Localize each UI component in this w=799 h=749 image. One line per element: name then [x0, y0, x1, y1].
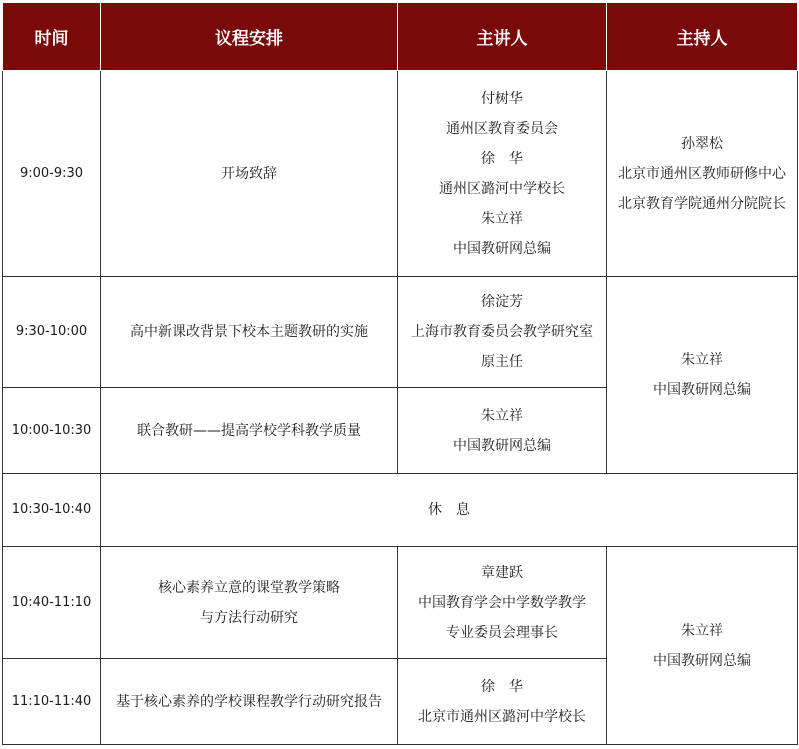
table-row: [3, 547, 798, 659]
speaker-line: 章建跃: [481, 564, 523, 581]
speaker-line: 专业委员会理事长: [446, 624, 558, 641]
agenda-cell: [101, 547, 398, 659]
header-agenda: 议程安排: [101, 3, 398, 71]
speaker-line: 原主任: [481, 354, 523, 370]
speaker-line: 朱立祥: [481, 210, 523, 227]
agenda-line: 开场致辞: [221, 165, 277, 182]
time-cell: 11:10-11:40: [3, 659, 101, 745]
host-line: 中国教研网总编: [653, 382, 751, 398]
time-cell: 10:30-10:40: [3, 474, 101, 547]
break-cell: 休 息: [101, 474, 798, 547]
agenda-cell: [101, 277, 398, 388]
agenda-cell: [101, 71, 398, 277]
header-time: 时间: [3, 3, 101, 71]
table-row: [3, 474, 798, 547]
agenda-line: 与方法行动研究: [200, 609, 298, 626]
host-cell: [607, 277, 798, 474]
speaker-line: 徐 华: [481, 678, 523, 695]
speaker-line: 付树华: [481, 90, 523, 107]
speaker-cell: [398, 659, 607, 745]
time-cell: 9:00-9:30: [3, 71, 101, 277]
host-line: 孙翠松: [681, 135, 723, 152]
header-host: 主持人: [607, 3, 798, 71]
agenda-line: 核心素养立意的课堂教学策略: [158, 579, 340, 596]
speaker-line: 通州区教育委员会: [446, 120, 558, 137]
speaker-line: 徐淀芳: [481, 294, 523, 310]
agenda-table: [2, 2, 798, 745]
speaker-line: 上海市教育委员会教学研究室: [411, 324, 593, 340]
agenda-line: 基于核心素养的学校课程教学行动研究报告: [116, 693, 382, 710]
speaker-line: 通州区潞河中学校长: [439, 180, 565, 197]
agenda-cell: [101, 388, 398, 474]
host-line: 北京市通州区教师研修中心: [618, 165, 786, 182]
speaker-line: 朱立祥: [481, 407, 523, 424]
host-cell: [607, 71, 798, 277]
header-row: [3, 3, 798, 71]
speaker-line: 中国教育学会中学数学教学: [418, 594, 586, 611]
host-line: 朱立祥: [681, 352, 723, 368]
speaker-cell: [398, 547, 607, 659]
host-line: 中国教研网总编: [653, 652, 751, 669]
speaker-line: 北京市通州区潞河中学校长: [418, 708, 586, 725]
time-cell: 10:40-11:10: [3, 547, 101, 659]
time-cell: 9:30-10:00: [3, 277, 101, 388]
header-speaker: 主讲人: [398, 3, 607, 71]
speaker-cell: [398, 277, 607, 388]
table-row: [3, 277, 798, 388]
time-cell: 10:00-10:30: [3, 388, 101, 474]
speaker-cell: [398, 388, 607, 474]
speaker-line: 徐 华: [481, 150, 523, 167]
speaker-cell: [398, 71, 607, 277]
agenda-line: 联合教研——提高学校学科教学质量: [137, 422, 361, 439]
agenda-line: 高中新课改背景下校本主题教研的实施: [130, 324, 368, 340]
host-cell: [607, 547, 798, 745]
agenda-cell: [101, 659, 398, 745]
host-line: 北京教育学院通州分院院长: [618, 195, 786, 212]
speaker-line: 中国教研网总编: [453, 437, 551, 454]
host-line: 朱立祥: [681, 622, 723, 639]
speaker-line: 中国教研网总编: [453, 240, 551, 257]
table-row: [3, 71, 798, 277]
